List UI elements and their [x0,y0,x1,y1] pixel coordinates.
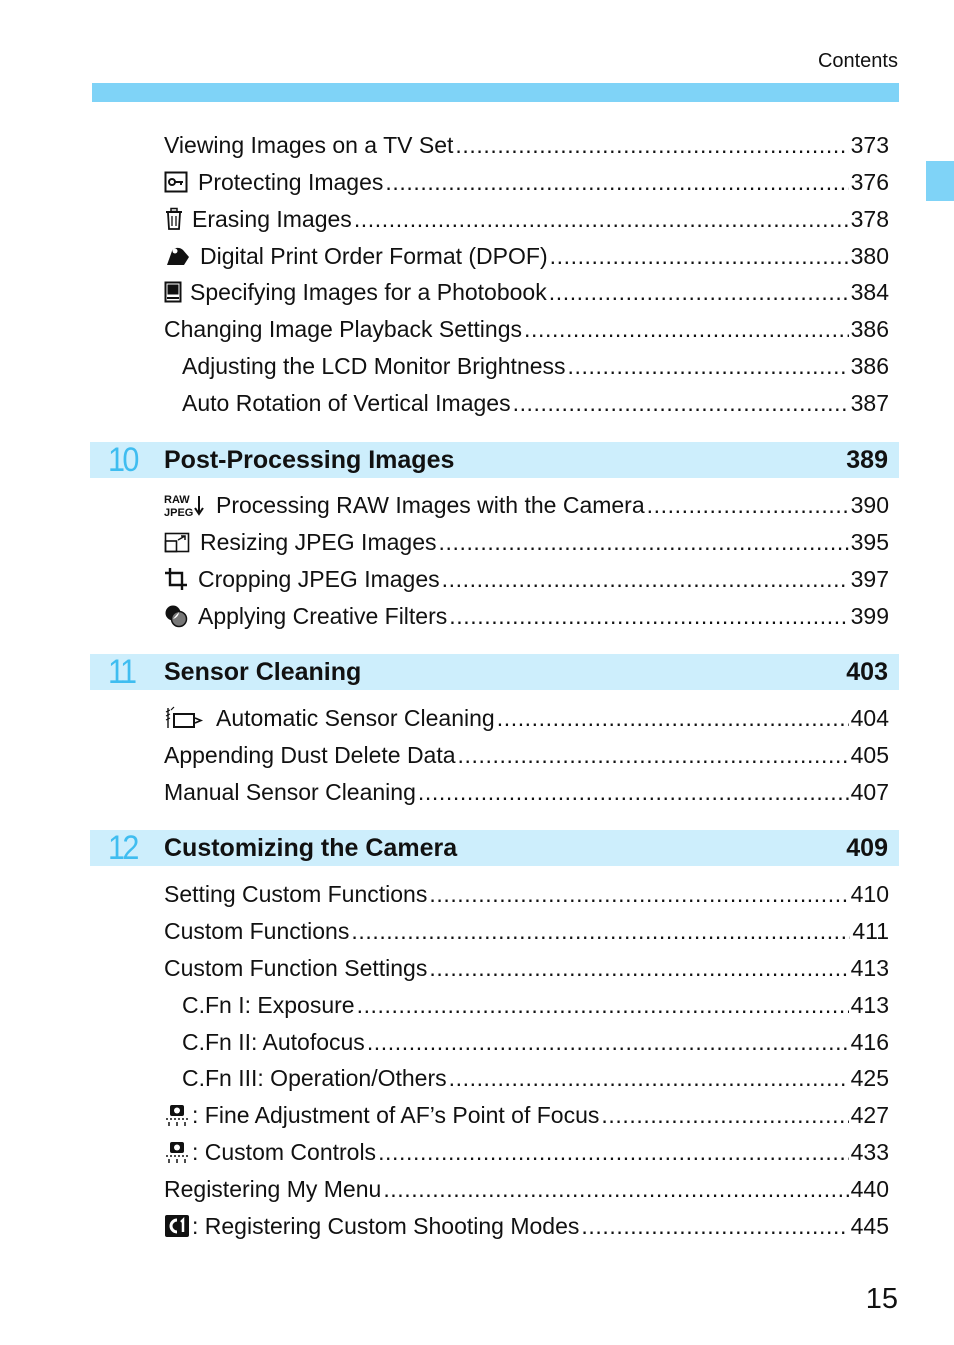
entry-page: 399 [850,603,889,629]
toc-entry[interactable] [164,702,889,734]
dot-leader [438,526,848,558]
entry-page: 416 [850,1029,889,1055]
dot-leader [429,952,848,984]
toc-entry[interactable] [164,878,889,910]
entry-title: Custom Functions [164,918,350,944]
entry-title: Auto Rotation of Vertical Images [182,390,511,416]
entry-title: Applying Creative Filters [198,603,448,629]
entry-page: 405 [850,742,889,768]
toc-entry[interactable] [164,129,889,161]
chapter-title: Sensor Cleaning [164,658,362,686]
entry-page: 373 [850,132,889,158]
toc-entry[interactable] [164,1173,889,1205]
toc-entry[interactable] [164,563,889,595]
chapter-number: 12 [108,829,137,867]
toc-subentry[interactable] [182,1026,889,1058]
print-icon [164,244,190,268]
toc-entry[interactable] [164,1099,889,1131]
entry-page: 404 [850,705,889,731]
toc-entry[interactable] [164,739,889,771]
entry-title: Digital Print Order Format (DPOF) [200,243,548,269]
entry-title: Processing RAW Images with the Camera [216,492,645,518]
dot-leader [449,600,848,632]
entry-title: Custom Function Settings [164,955,428,981]
entry-page: 387 [850,390,889,416]
entry-title: Automatic Sensor Cleaning [216,705,495,731]
dot-leader [367,1026,849,1058]
entry-title: C.Fn II: Autofocus [182,1029,365,1055]
chapter-number: 10 [108,441,137,479]
dot-leader [549,276,849,308]
toc-entry[interactable] [164,915,889,947]
entry-title: Appending Dust Delete Data [164,742,456,768]
toc-entry[interactable] [164,489,889,521]
toc-entry[interactable] [164,776,889,808]
toc-entry[interactable] [164,240,889,272]
dot-leader [497,702,849,734]
dot-leader [568,350,849,382]
toc-entry[interactable] [164,526,889,558]
dot-leader [442,563,849,595]
chapter-title: Post-Processing Images [164,446,455,474]
chapter-number: 11 [108,653,135,691]
toc-entry[interactable] [164,600,889,632]
chapter-page: 409 [846,834,888,862]
c1-mode-icon [164,1214,190,1238]
entry-page: 376 [850,169,889,195]
entry-title: Adjusting the LCD Monitor Brightness [182,353,566,379]
dot-leader [357,989,849,1021]
dot-leader [455,129,848,161]
chapter-page: 389 [846,446,888,474]
chapter-title: Customizing the Camera [164,834,458,862]
entry-title: Changing Image Playback Settings [164,316,522,342]
toc-subentry[interactable] [182,387,889,419]
entry-page: 397 [850,566,889,592]
dot-leader [513,387,849,419]
toc-subentry[interactable] [182,1062,889,1094]
entry-title: C.Fn I: Exposure [182,992,355,1018]
chapter-heading-10[interactable] [90,442,899,478]
resize-icon [164,530,190,554]
page-number: 15 [865,1283,898,1315]
entry-title: Manual Sensor Cleaning [164,779,416,805]
chapter-heading-12[interactable] [90,830,899,866]
custom-camera-icon [164,1103,190,1127]
svg-text:RAW: RAW [164,494,190,506]
entry-page: 407 [850,779,889,805]
toc-entry[interactable] [164,952,889,984]
dot-leader [449,1062,849,1094]
entry-page: 413 [850,992,889,1018]
entry-page: 410 [850,881,889,907]
dot-leader [581,1210,848,1242]
crop-icon [164,567,188,591]
header-label: Contents [817,50,898,72]
entry-page: 427 [850,1102,889,1128]
dot-leader [418,776,849,808]
entry-title: Viewing Images on a TV Set [164,132,454,158]
toc-entry[interactable] [164,313,889,345]
sensor-clean-icon [164,706,204,730]
entry-title: Resizing JPEG Images [200,529,437,555]
top-accent-bar [92,83,899,102]
entry-page: 445 [850,1213,889,1239]
entry-page: 384 [850,279,889,305]
entry-page: 386 [850,316,889,342]
entry-page: 433 [850,1139,889,1165]
dot-leader [383,1173,848,1205]
entry-page: 440 [850,1176,889,1202]
toc-entry[interactable] [164,166,889,198]
entry-title: : Registering Custom Shooting Modes [192,1213,580,1239]
dot-leader [458,739,849,771]
entry-page: 395 [850,529,889,555]
chapter-page: 403 [846,658,888,686]
dot-leader [351,915,850,947]
svg-text:JPEG: JPEG [164,507,194,518]
chapter-heading-11[interactable] [90,654,899,690]
dot-leader [429,878,848,910]
entry-page: 378 [850,206,889,232]
dot-leader [378,1136,849,1168]
protect-icon [164,170,188,194]
entry-title: : Custom Controls [192,1139,377,1165]
entry-page: 386 [850,353,889,379]
entry-title: Erasing Images [192,206,352,232]
entry-title: Setting Custom Functions [164,881,428,907]
custom-camera-icon [164,1140,190,1164]
dot-leader [354,203,849,235]
entry-title: Specifying Images for a Photobook [190,279,547,305]
toc-entry[interactable] [164,203,889,235]
entry-page: 411 [852,918,889,944]
entry-title: : Fine Adjustment of AF’s Point of Focus [192,1102,600,1128]
entry-page: 413 [850,955,889,981]
raw-jpeg-icon [164,493,204,517]
entry-page: 390 [850,492,889,518]
entry-title: C.Fn III: Operation/Others [182,1065,447,1091]
side-thumb-tab [926,161,954,201]
entry-title: Protecting Images [198,169,384,195]
creative-filter-icon [164,604,188,628]
toc-entry[interactable] [164,1136,889,1168]
dot-leader [550,240,849,272]
entry-title: Cropping JPEG Images [198,566,440,592]
photobook-icon [164,280,182,304]
dot-leader [601,1099,848,1131]
toc-entry[interactable] [164,1210,889,1242]
entry-page: 380 [850,243,889,269]
entry-title: Registering My Menu [164,1176,382,1202]
dot-leader [524,313,849,345]
trash-icon [164,207,184,231]
toc-entry[interactable] [164,276,889,308]
dot-leader [385,166,848,198]
entry-page: 425 [850,1065,889,1091]
toc-subentry[interactable] [182,989,889,1021]
dot-leader [647,489,849,521]
toc-subentry[interactable] [182,350,889,382]
